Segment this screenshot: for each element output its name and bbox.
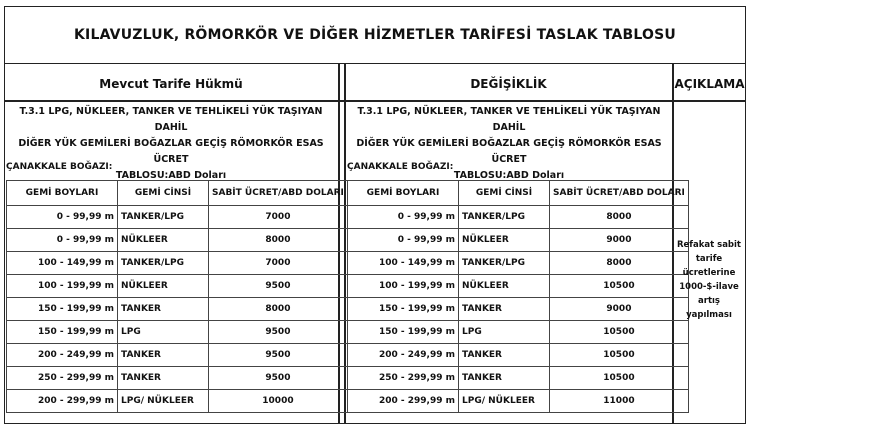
table-row <box>7 344 348 367</box>
cell-fee: 8000 <box>550 206 689 229</box>
cell-fee: 10000 <box>209 390 348 413</box>
cell-fee: 9500 <box>209 321 348 344</box>
cell-length: 100 - 199,99 m <box>348 275 459 298</box>
table-row <box>348 367 689 390</box>
cell-type: TANKER/LPG <box>118 206 209 229</box>
subtitle-line: DİĞER YÜK GEMİLERİ BOĞAZLAR GEÇİŞ RÖMORKÖR ESAS ÜCRET <box>356 138 662 165</box>
current-tariff-table <box>6 180 348 413</box>
cell-fee: 10500 <box>550 321 689 344</box>
cell-length: 200 - 249,99 m <box>7 344 118 367</box>
cell-type: TANKER <box>459 367 550 390</box>
cell-length: 100 - 149,99 m <box>7 252 118 275</box>
cell-type: TANKER <box>118 298 209 321</box>
note-line: artış yapılması <box>686 296 732 320</box>
cell-type: LPG/ NÜKLEER <box>459 390 550 413</box>
current-tariff-heading: Mevcut Tarife Hükmü <box>99 77 243 91</box>
cell-fee: 7000 <box>209 206 348 229</box>
cell-type: LPG <box>118 321 209 344</box>
cell-type: TANKER/LPG <box>118 252 209 275</box>
cell-length: 200 - 299,99 m <box>7 390 118 413</box>
table-row <box>348 229 689 252</box>
note-line: 1000-$-ilave <box>679 282 739 292</box>
table-row <box>7 252 348 275</box>
cell-length: 0 - 99,99 m <box>7 229 118 252</box>
cell-type: NÜKLEER <box>459 229 550 252</box>
note-line: Refakat sabit <box>676 240 741 250</box>
cell-fee: 11000 <box>550 390 689 413</box>
cell-type: NÜKLEER <box>118 229 209 252</box>
cell-type: TANKER/LPG <box>459 252 550 275</box>
table-header-row <box>7 181 348 206</box>
cell-fee: 9500 <box>209 275 348 298</box>
header-type: GEMİ CİNSİ <box>118 181 209 206</box>
cell-fee: 10500 <box>550 344 689 367</box>
table-header-row <box>348 181 689 206</box>
table-row <box>348 344 689 367</box>
header-type: GEMİ CİNSİ <box>459 181 550 206</box>
note-text <box>674 238 744 322</box>
table-row <box>7 390 348 413</box>
cell-fee: 9000 <box>550 229 689 252</box>
cell-type: TANKER/LPG <box>459 206 550 229</box>
header-fee: SABİT ÜCRET/ABD DOLARI <box>209 181 348 206</box>
table-row <box>348 252 689 275</box>
page-title: KILAVUZLUK, RÖMORKÖR VE DİĞER HİZMETLER TARİFESİ TASLAK TABLOSU <box>4 6 746 64</box>
cell-type: TANKER <box>118 344 209 367</box>
table-row <box>7 298 348 321</box>
cell-length: 200 - 249,99 m <box>348 344 459 367</box>
cell-length: 0 - 99,99 m <box>7 206 118 229</box>
subtitle-line: TABLOSU:ABD Doları <box>115 170 227 181</box>
cell-length: 150 - 199,99 m <box>348 321 459 344</box>
current-region-label: ÇANAKKALE BOĞAZI: <box>6 162 113 172</box>
cell-length: 150 - 199,99 m <box>348 298 459 321</box>
cell-length: 100 - 199,99 m <box>7 275 118 298</box>
cell-type: NÜKLEER <box>459 275 550 298</box>
table-row <box>7 229 348 252</box>
table-row <box>348 275 689 298</box>
table-row <box>348 390 689 413</box>
cell-length: 200 - 299,99 m <box>348 390 459 413</box>
subtitle-line: T.3.1 LPG, NÜKLEER, TANKER VE TEHLİKELİ YÜK TAŞIYAN DAHİL <box>357 106 661 133</box>
change-heading: DEĞİŞİKLİK <box>470 77 547 91</box>
cell-length: 150 - 199,99 m <box>7 298 118 321</box>
cell-type: TANKER <box>118 367 209 390</box>
table-row <box>7 367 348 390</box>
subtitle-line: DİĞER YÜK GEMİLERİ BOĞAZLAR GEÇİŞ RÖMORKÖR ESAS ÜCRET <box>18 138 324 165</box>
header-length: GEMİ BOYLARI <box>7 181 118 206</box>
cell-type: LPG/ NÜKLEER <box>118 390 209 413</box>
cell-length: 0 - 99,99 m <box>348 206 459 229</box>
cell-length: 100 - 149,99 m <box>348 252 459 275</box>
table-row <box>348 206 689 229</box>
table-row <box>7 321 348 344</box>
note-heading: AÇIKLAMA <box>674 77 745 91</box>
note-line: tarife ücretlerine <box>682 254 736 278</box>
cell-type: TANKER <box>459 344 550 367</box>
current-subtitle <box>6 104 336 184</box>
change-region-label: ÇANAKKALE BOĞAZI: <box>347 162 454 172</box>
cell-type: LPG <box>459 321 550 344</box>
change-subtitle <box>346 104 672 184</box>
cell-fee: 9500 <box>209 367 348 390</box>
cell-fee: 9500 <box>209 344 348 367</box>
cell-type: TANKER <box>459 298 550 321</box>
cell-type: NÜKLEER <box>118 275 209 298</box>
table-row <box>7 275 348 298</box>
cell-fee: 7000 <box>209 252 348 275</box>
cell-length: 150 - 199,99 m <box>7 321 118 344</box>
cell-length: 0 - 99,99 m <box>348 229 459 252</box>
header-fee: SABİT ÜCRET/ABD DOLARI <box>550 181 689 206</box>
header-length: GEMİ BOYLARI <box>348 181 459 206</box>
cell-length: 250 - 299,99 m <box>348 367 459 390</box>
cell-fee: 8000 <box>209 229 348 252</box>
change-tariff-table <box>347 180 689 413</box>
table-row <box>7 206 348 229</box>
table-row <box>348 298 689 321</box>
cell-fee: 10500 <box>550 367 689 390</box>
cell-fee: 8000 <box>209 298 348 321</box>
subtitle-line: TABLOSU:ABD Doları <box>453 170 565 181</box>
subtitle-line: T.3.1 LPG, NÜKLEER, TANKER VE TEHLİKELİ YÜK TAŞIYAN DAHİL <box>19 106 323 133</box>
cell-length: 250 - 299,99 m <box>7 367 118 390</box>
cell-fee: 8000 <box>550 252 689 275</box>
table-row <box>348 321 689 344</box>
cell-fee: 9000 <box>550 298 689 321</box>
cell-fee: 10500 <box>550 275 689 298</box>
